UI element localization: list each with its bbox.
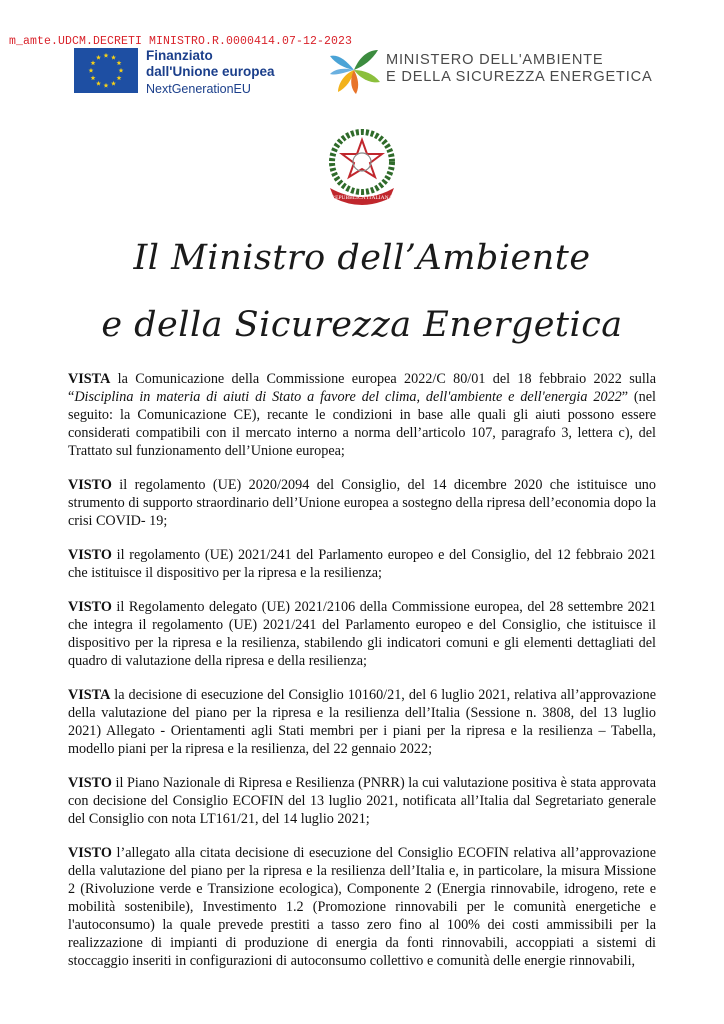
paragraph-lead: VISTO — [68, 775, 112, 791]
paragraph-lead: VISTO — [68, 547, 112, 563]
ministry-logo-line2: E DELLA SICUREZZA ENERGETICA — [386, 69, 653, 85]
star-leaves-icon — [328, 46, 380, 94]
paragraph — [68, 546, 656, 582]
protocol-stamp: m_amte.UDCM.DECRETI MINISTRO.R.0000414.07-12-2023 — [9, 35, 353, 48]
eu-logo-line3: NextGenerationEU — [146, 82, 251, 96]
paragraph-lead: VISTA — [68, 371, 111, 387]
paragraph — [68, 774, 656, 828]
paragraph-text: la decisione di esecuzione del Consiglio 10160/21, del 6 luglio 2021, relativa all’approvazione della valutazione del piano per la ripresa e la resilienza dell’Italia (Sessione n. 3808, del 13 luglio 2021) Allegato - Orientamenti agli Stati membri per i piani per la ripresa e la resilienza – Tabella, modello piani per la ripresa e la resilienza, del 22 gennaio 2022; — [68, 687, 656, 757]
italian-republic-emblem-icon — [318, 126, 406, 210]
paragraph-text: l’allegato alla citata decisione di esecuzione del Consiglio ECOFIN relativa all’approvazione della valutazione del piano per la ripresa e la resilienza dell’Italia e, in particolare, la misura Missione 2 (Rivoluzione verde e Transizione ecologica), Componente 2 (Energia rinnovabile, idrogeno, rete e mobilità sostenibile), Investimento 1.2 (Promozione rinnovabili per le comunità energetiche e l'autoconsumo) la quale prevede prestiti a tasso zero fino al 100% dei costi ammissibili per la realizzazione di impianti di produzione di energia da fonti rinnovabili, accoppiati a sistemi di stoccaggio inseriti in configurazioni di autoconsumo collettivo e comunità delle energie rinnovabili, — [68, 845, 656, 969]
document-body — [68, 370, 656, 986]
paragraph-italic: Disciplina in materia di aiuti di Stato a favore del clima, dell'ambiente e dell'energia 2022 — [74, 389, 622, 405]
paragraph-lead: VISTO — [68, 477, 112, 493]
paragraph — [68, 370, 656, 460]
eu-logo-line2: dall'Unione europea — [146, 64, 275, 79]
paragraph-text: la Comunicazione della Commissione europea 2022/C 80/01 del 18 febbraio 2022 sulla “ — [68, 371, 656, 405]
paragraph — [68, 476, 656, 530]
eu-logo-line1: Finanziato — [146, 48, 213, 63]
paragraph-text: il regolamento (UE) 2021/241 del Parlamento europeo e del Consiglio, del 12 febbraio 2021 che istituisce il dispositivo per la ripresa e la resilienza; — [68, 547, 656, 581]
paragraph-text: il regolamento (UE) 2020/2094 del Consiglio, del 14 dicembre 2020 che istituisce uno strumento di supporto straordinario dell’Unione europea a sostegno della ripresa dell’economia dopo la crisi COVID- 19; — [68, 477, 656, 529]
paragraph-lead: VISTO — [68, 599, 112, 615]
paragraph-text: il Regolamento delegato (UE) 2021/2106 della Commissione europea, del 28 settembre 2021 che integra il regolamento (UE) 2021/241 del Parlamento europeo e del Consiglio, che istituisce il dispositivo per la ripresa e la resilienza, stabilendo gli indicatori comuni e gli elementi dettagliati del quadro di valutazione della ripresa e della resilienza; — [68, 599, 656, 669]
paragraph-lead: VISTA — [68, 687, 111, 703]
paragraph — [68, 686, 656, 758]
title-line1: Il Ministro dell’Ambiente — [133, 238, 591, 278]
paragraph-lead: VISTO — [68, 845, 112, 861]
eu-flag-icon — [74, 48, 138, 93]
paragraph-text: il Piano Nazionale di Ripresa e Resilienza (PNRR) la cui valutazione positiva è stata approvata con decisione del Consiglio ECOFIN del 13 luglio 2021, notificata all’Italia dal Segretariato generale del Consiglio con nota LT161/21, del 14 luglio 2021; — [68, 775, 656, 827]
paragraph — [68, 598, 656, 670]
ministry-logo-line1: MINISTERO DELL'AMBIENTE — [386, 52, 604, 68]
title-line2: e della Sicurezza Energetica — [101, 305, 623, 345]
emblem-label: REPUBBLICA ITALIANA — [331, 195, 393, 201]
paragraph — [68, 844, 656, 970]
paragraph-text: ” (nel seguito: la Comunicazione CE), recante le condizioni in base alle quali gli aiuti possono essere considerati compatibili con il mercato interno a norma dell’articolo 107, paragrafo 3, lettera c), del Trattato sul funzionamento dell’Unione europea; — [68, 389, 656, 459]
